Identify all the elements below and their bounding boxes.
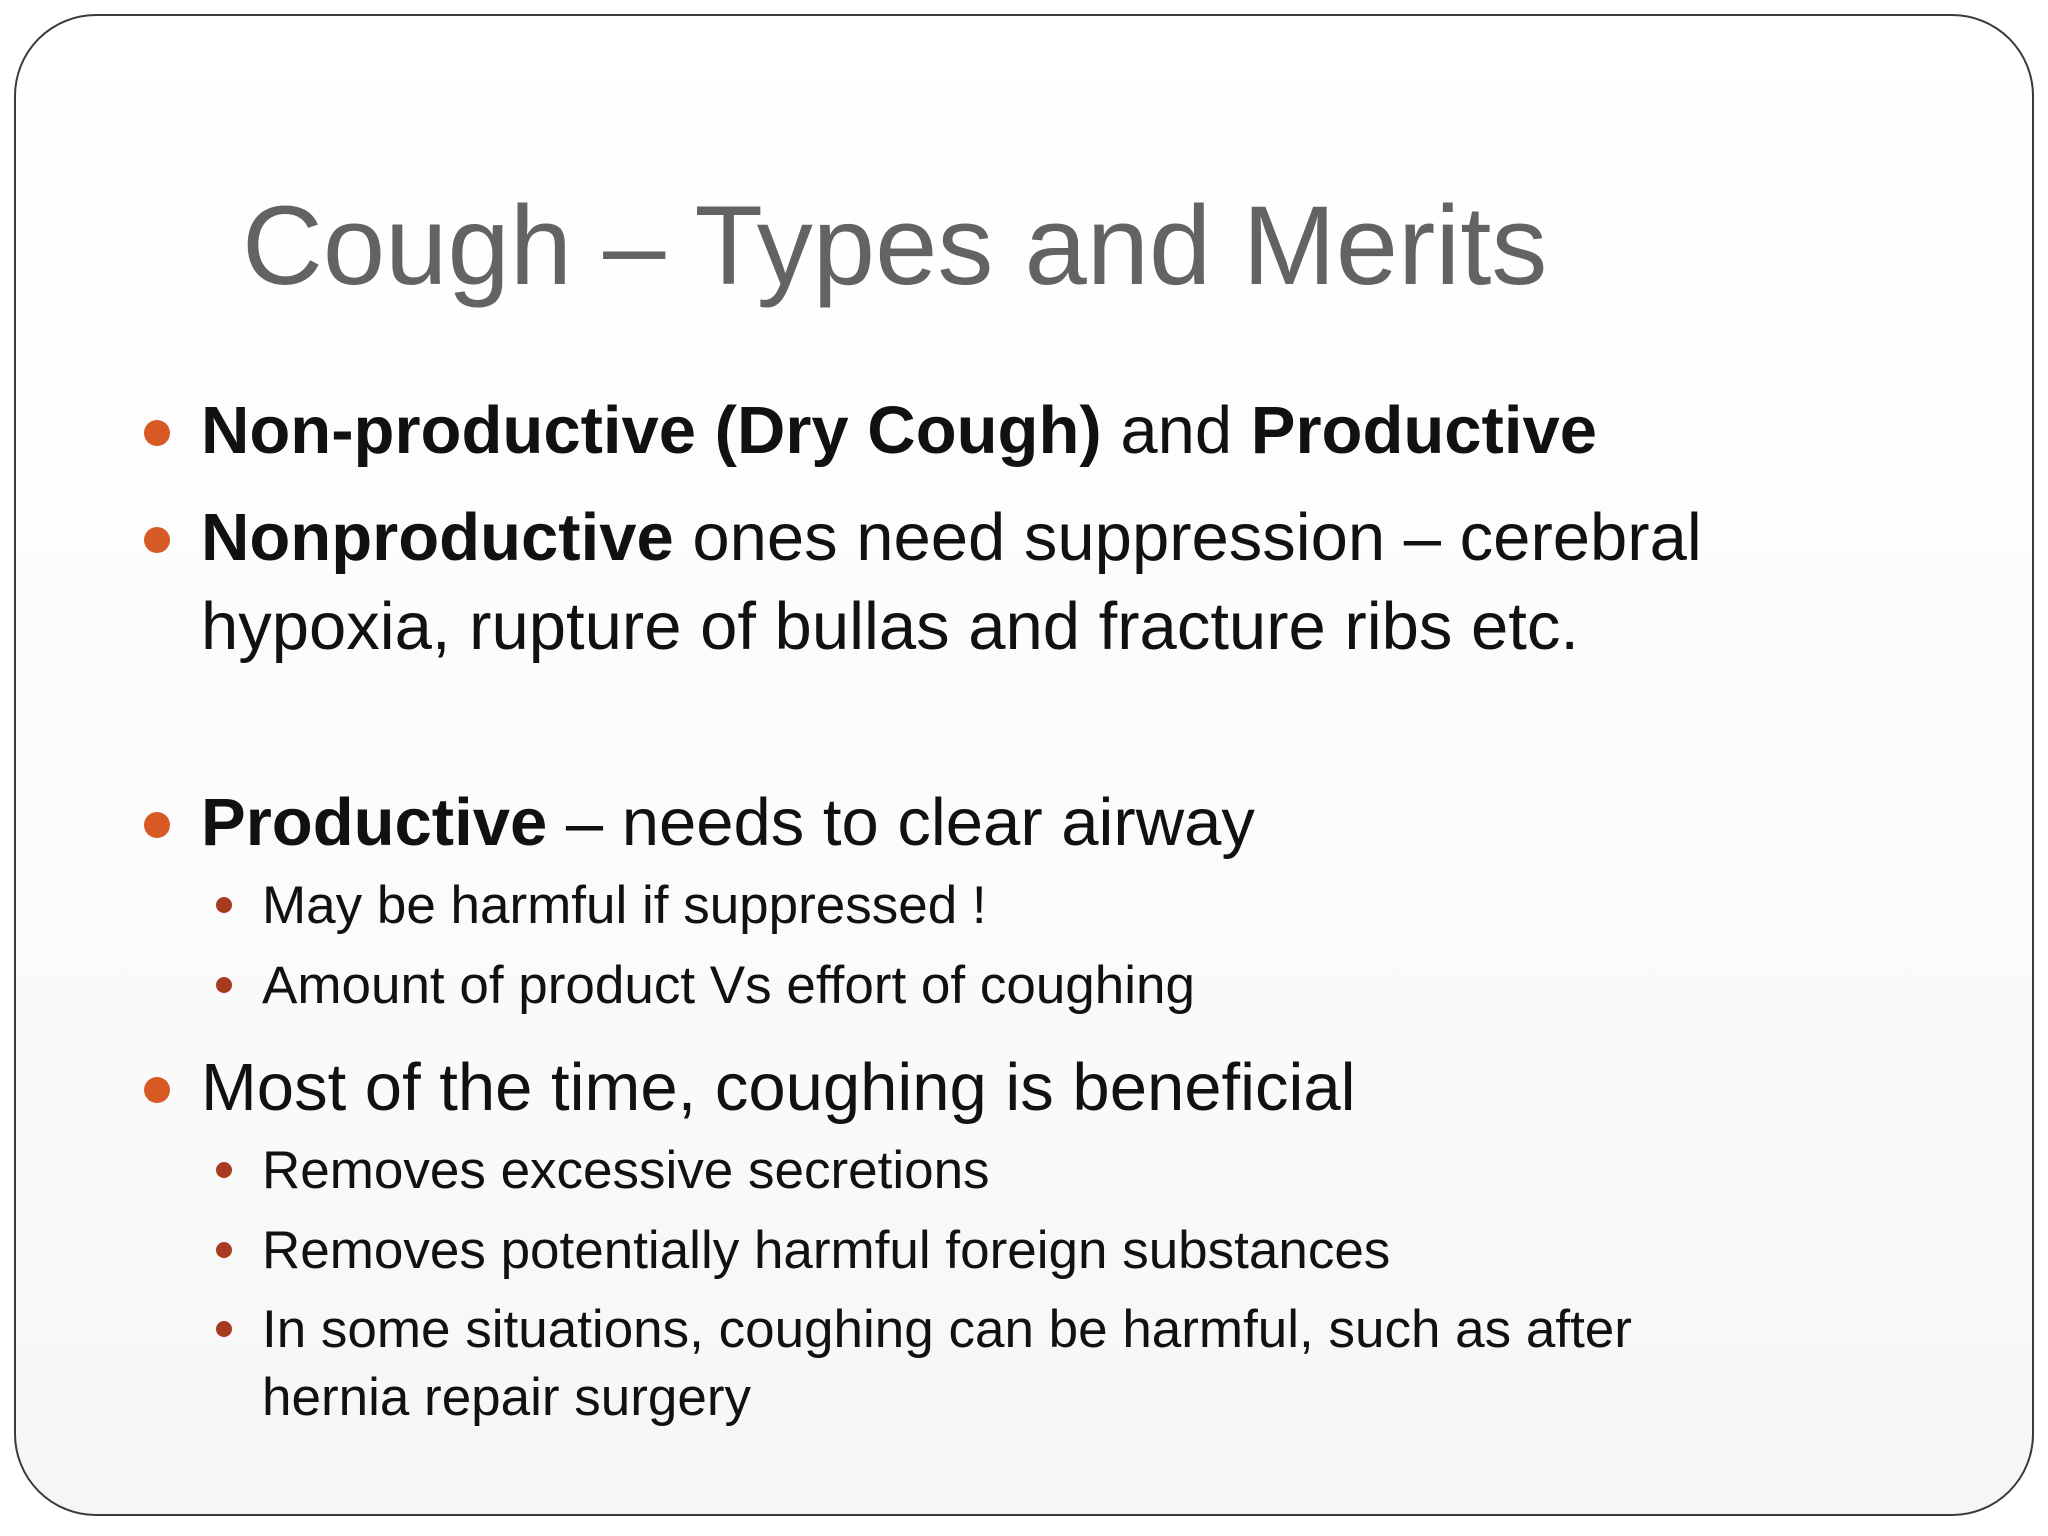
bullet-dot-2 [144, 527, 170, 553]
bullet-3-text [201, 778, 1801, 867]
bullet-1-plain: and [1101, 393, 1251, 468]
sub-bullet-dot-3-1 [216, 897, 232, 913]
sub-bullet-4-3: In some situations, coughing can be harmful, such as after hernia repair surgery [262, 1300, 1632, 1427]
sub-bullet-3-1: May be harmful if suppressed ! [262, 876, 987, 935]
bullet-2-bold: Nonproductive [201, 500, 674, 575]
sub-bullet-dot-4-2 [216, 1242, 232, 1258]
bullet-2-text [201, 493, 1801, 671]
bullet-3-bold: Productive [201, 785, 548, 860]
sub-bullet-3-2: Amount of product Vs effort of coughing [262, 956, 1195, 1015]
bullet-dot-4 [144, 1077, 170, 1103]
sub-bullet-4-1: Removes excessive secretions [262, 1141, 990, 1200]
sub-bullet-dot-3-2 [216, 977, 232, 993]
sub-bullet-dot-4-1 [216, 1162, 232, 1178]
sub-bullet-dot-4-3 [216, 1321, 232, 1337]
slide-frame [14, 14, 2034, 1516]
bullet-3-plain: – needs to clear airway [547, 785, 1255, 860]
bullet-1-bold-b: Productive [1250, 393, 1598, 468]
slide-title: Cough – Types and Merits [242, 183, 1548, 308]
sub-bullet-4-2: Removes potentially harmful foreign substances [262, 1221, 1391, 1280]
bullet-4-text: Most of the time, coughing is beneficial [201, 1050, 1356, 1125]
bullet-1-text [201, 386, 1801, 475]
bullet-dot-3 [144, 812, 170, 838]
bullet-2-plain: ones need suppression – cerebral hypoxia, rupture of bullas and fracture ribs etc. [201, 500, 1702, 664]
bullet-1-bold-a: Non-productive (Dry Cough) [201, 393, 1102, 468]
bullet-dot-1 [144, 420, 170, 446]
